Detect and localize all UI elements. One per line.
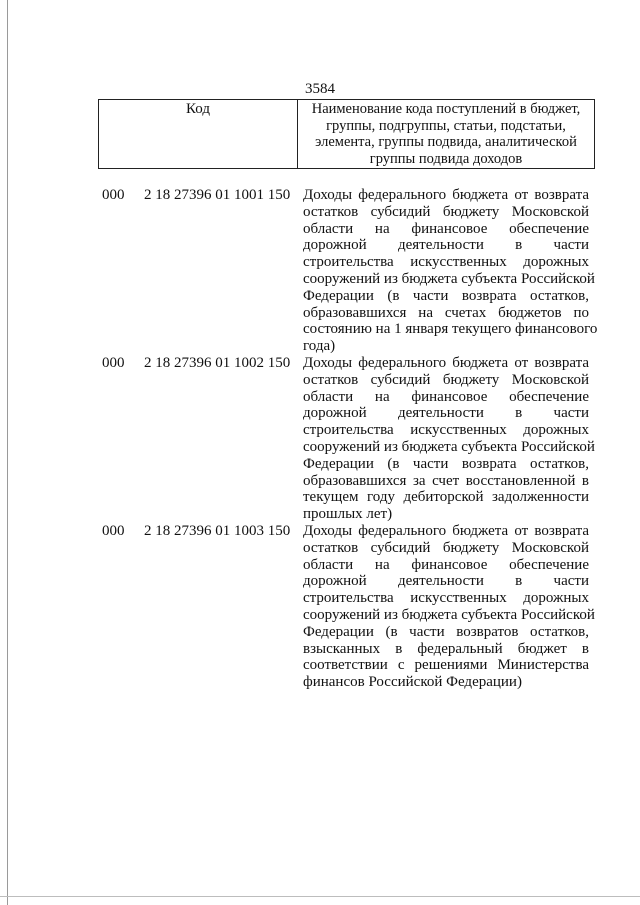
description-line: сооружений из бюджета субъекта Российской bbox=[303, 606, 595, 623]
description-line: дорожной деятельности в части bbox=[303, 237, 589, 254]
description-line: строительства искусственных дорожных bbox=[303, 422, 589, 439]
description-line: образовавшихся на счетах бюджетов по bbox=[303, 304, 589, 321]
description-line: сооружений из бюджета субъекта Российской bbox=[303, 438, 595, 455]
page-edge-left bbox=[7, 0, 8, 905]
header-name-cell: Наименование кода поступлений в бюджет, группы, подгруппы, статьи, подстатьи, элемента, группы подвида, аналитической группы подвида доходов bbox=[311, 101, 581, 168]
description-line: остатков субсидий бюджету Московской bbox=[303, 371, 589, 388]
row-description bbox=[303, 355, 595, 523]
description-line: остатков субсидий бюджету Московской bbox=[303, 539, 589, 556]
description-line: Доходы федерального бюджета от возврата bbox=[303, 355, 589, 371]
description-line: соответствии с решениями Министерства bbox=[303, 657, 589, 674]
description-line: финансов Российской Федерации) bbox=[303, 674, 522, 691]
kbk-code: 2 18 27396 01 1003 150 bbox=[144, 523, 291, 539]
description-line: состоянию на 1 января текущего финансового bbox=[303, 321, 598, 338]
description-line: дорожной деятельности в части bbox=[303, 405, 589, 422]
admin-code: 000 bbox=[102, 523, 125, 539]
kbk-code: 2 18 27396 01 1002 150 bbox=[144, 355, 291, 371]
description-line: образовавшихся за счет восстановленной в bbox=[303, 472, 589, 489]
description-line: Федерации (в части возврата остатков, bbox=[303, 287, 589, 304]
row-description bbox=[303, 187, 598, 355]
admin-code: 000 bbox=[102, 187, 125, 203]
header-table bbox=[98, 99, 595, 169]
description-line: взысканных в федеральный бюджет в bbox=[303, 640, 589, 657]
admin-code: 000 bbox=[102, 355, 125, 371]
description-line: области на финансовое обеспечение bbox=[303, 556, 589, 573]
description-line: сооружений из бюджета субъекта Российской bbox=[303, 270, 595, 287]
description-line: Федерации (в части возврата остатков, bbox=[303, 455, 589, 472]
description-line: строительства искусственных дорожных bbox=[303, 590, 589, 607]
page-edge-bottom bbox=[0, 896, 640, 897]
description-line: Доходы федерального бюджета от возврата bbox=[303, 187, 589, 203]
description-line: года) bbox=[303, 338, 336, 355]
description-line: текущем году дебиторской задолженности bbox=[303, 489, 589, 506]
description-line: прошлых лет) bbox=[303, 506, 393, 523]
description-line: строительства искусственных дорожных bbox=[303, 254, 589, 271]
description-line: остатков субсидий бюджету Московской bbox=[303, 203, 589, 220]
page-number: 3584 bbox=[305, 81, 335, 97]
description-line: области на финансовое обеспечение bbox=[303, 220, 589, 237]
description-line: Доходы федерального бюджета от возврата bbox=[303, 523, 589, 539]
description-line: дорожной деятельности в части bbox=[303, 573, 589, 590]
description-line: Федерации (в части возвратов остатков, bbox=[303, 623, 589, 640]
description-line: области на финансовое обеспечение bbox=[303, 388, 589, 405]
header-code-cell: Код bbox=[99, 100, 298, 168]
kbk-code: 2 18 27396 01 1001 150 bbox=[144, 187, 291, 203]
row-description bbox=[303, 523, 595, 691]
